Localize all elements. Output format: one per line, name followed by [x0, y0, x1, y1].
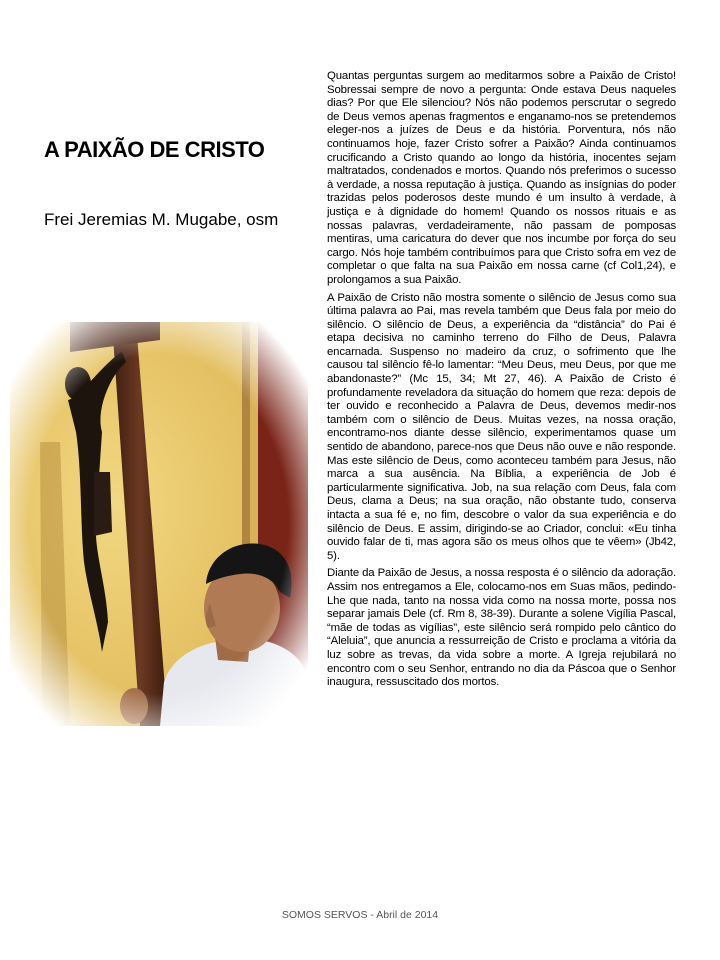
article-paragraph: Diante da Paixão de Jesus, a nossa resposta é o silêncio da adoração. Assim nos entregamos a Ele, colocamo-nos em Suas mãos, pedindo-Lhe que nada, tanto na nossa vida como na nossa morte, possa nos separar jamais Dele (cf. Rm 8, 38-39). Durante a solene Vigília Pascal, “mãe de todas as vigílias”, este silêncio será rompido pelo cântico do “Aleluia”, que anuncia a ressurreição de Cristo e proclama a vitória da luz sobre as trevas, da vida sobre a morte. A Igreja rejubilará no encontro com o seu Senhor, entrando no dia da Páscoa que o Senhor inaugura, ressuscitado dos mortos. [327, 567, 676, 689]
photo-illustration-icon [10, 322, 308, 726]
crucifix-prayer-photo [10, 322, 308, 726]
page-footer: SOMOS SERVOS - Abril de 2014 [281, 909, 439, 921]
article-paragraph: A Paixão de Cristo não mostra somente o silêncio de Jesus como sua última palavra ao Pai, mas revela também que Deus fala por meio do silêncio. O silêncio de Deus, a experiência da “distância” do Pai é etapa decisiva no caminho terreno do Filho de Deus, Palavra encarnada. Suspenso no madeiro da cruz, o sofrimento que lhe causou tal silêncio fê-lo lamentar: “Meu Deus, meu Deus, por que me abandonaste?” (Mc 15, 34; Mt 27, 46). A Paixão de Cristo é profundamente reveladora da situação do homem que reza: depois de ter ouvido e reconhecido a Palavra de Deus, devemos medir-nos também com o silêncio de Deus. Muitas vezes, na nossa oração, encontramo-nos diante desse silêncio, experimentamos quase um sentido de abandono, parece-nos que Deus não ouve e não responde. Mas este silêncio de Deus, como aconteceu também para Jesus, não marca a sua ausência. Na Bíblia, a experiência de Job é particularmente significativa. Job, na sua relação com Deus, fala com Deus, clama a Deus; na sua oração, não obstante tudo, conserva intacta a sua fé e, no fim, descobre o valor da sua experiência e do silêncio de Deus. E assim, dirigindo-se ao Criador, conclui: «Eu tinha ouvido falar de ti, mas agora são os meus olhos que te vêem» (Jb42, 5). [327, 291, 676, 562]
article-body [327, 70, 676, 694]
author-name: Frei Jeremias M. Mugabe, osm [44, 210, 279, 229]
article-title: A PAIXÃO DE CRISTO [44, 137, 265, 162]
article-paragraph: Quantas perguntas surgem ao meditarmos sobre a Paixão de Cristo! Sobressai sempre de novo a pergunta: Onde estava Deus naqueles dias? Por que Ele silenciou? Nós não podemos perscrutar o segredo de Deus vemos apenas fragmentos e enganamo-nos se pretendemos eleger-nos a juízes de Deus e da história. Porventura, nós não continuamos hoje, fazer Cristo sofrer a Paixão? Ainda continuamos crucificando a Cristo quando ao longo da história, inocentes sejam maltratados, condenados e mortos. Quando nós preferimos o sucesso à verdade, a nossa reputação à justiça. Quando as insígnias do poder trazidas pelos poderosos deste mundo é um insulto à verdade, à justiça e à dignidade do homem! Quando os nossos rituais e as nossas palavras, verdadeiramente, não passam de pomposas mentiras, uma caricatura do dever que nos incumbe por força do seu cargo. Nós hoje também contribuímos para que Cristo sofra em vez de completar o que falta na sua Paixão em nossa carne (cf Col1,24), e prolongamos a sua Paixão. [327, 70, 676, 286]
